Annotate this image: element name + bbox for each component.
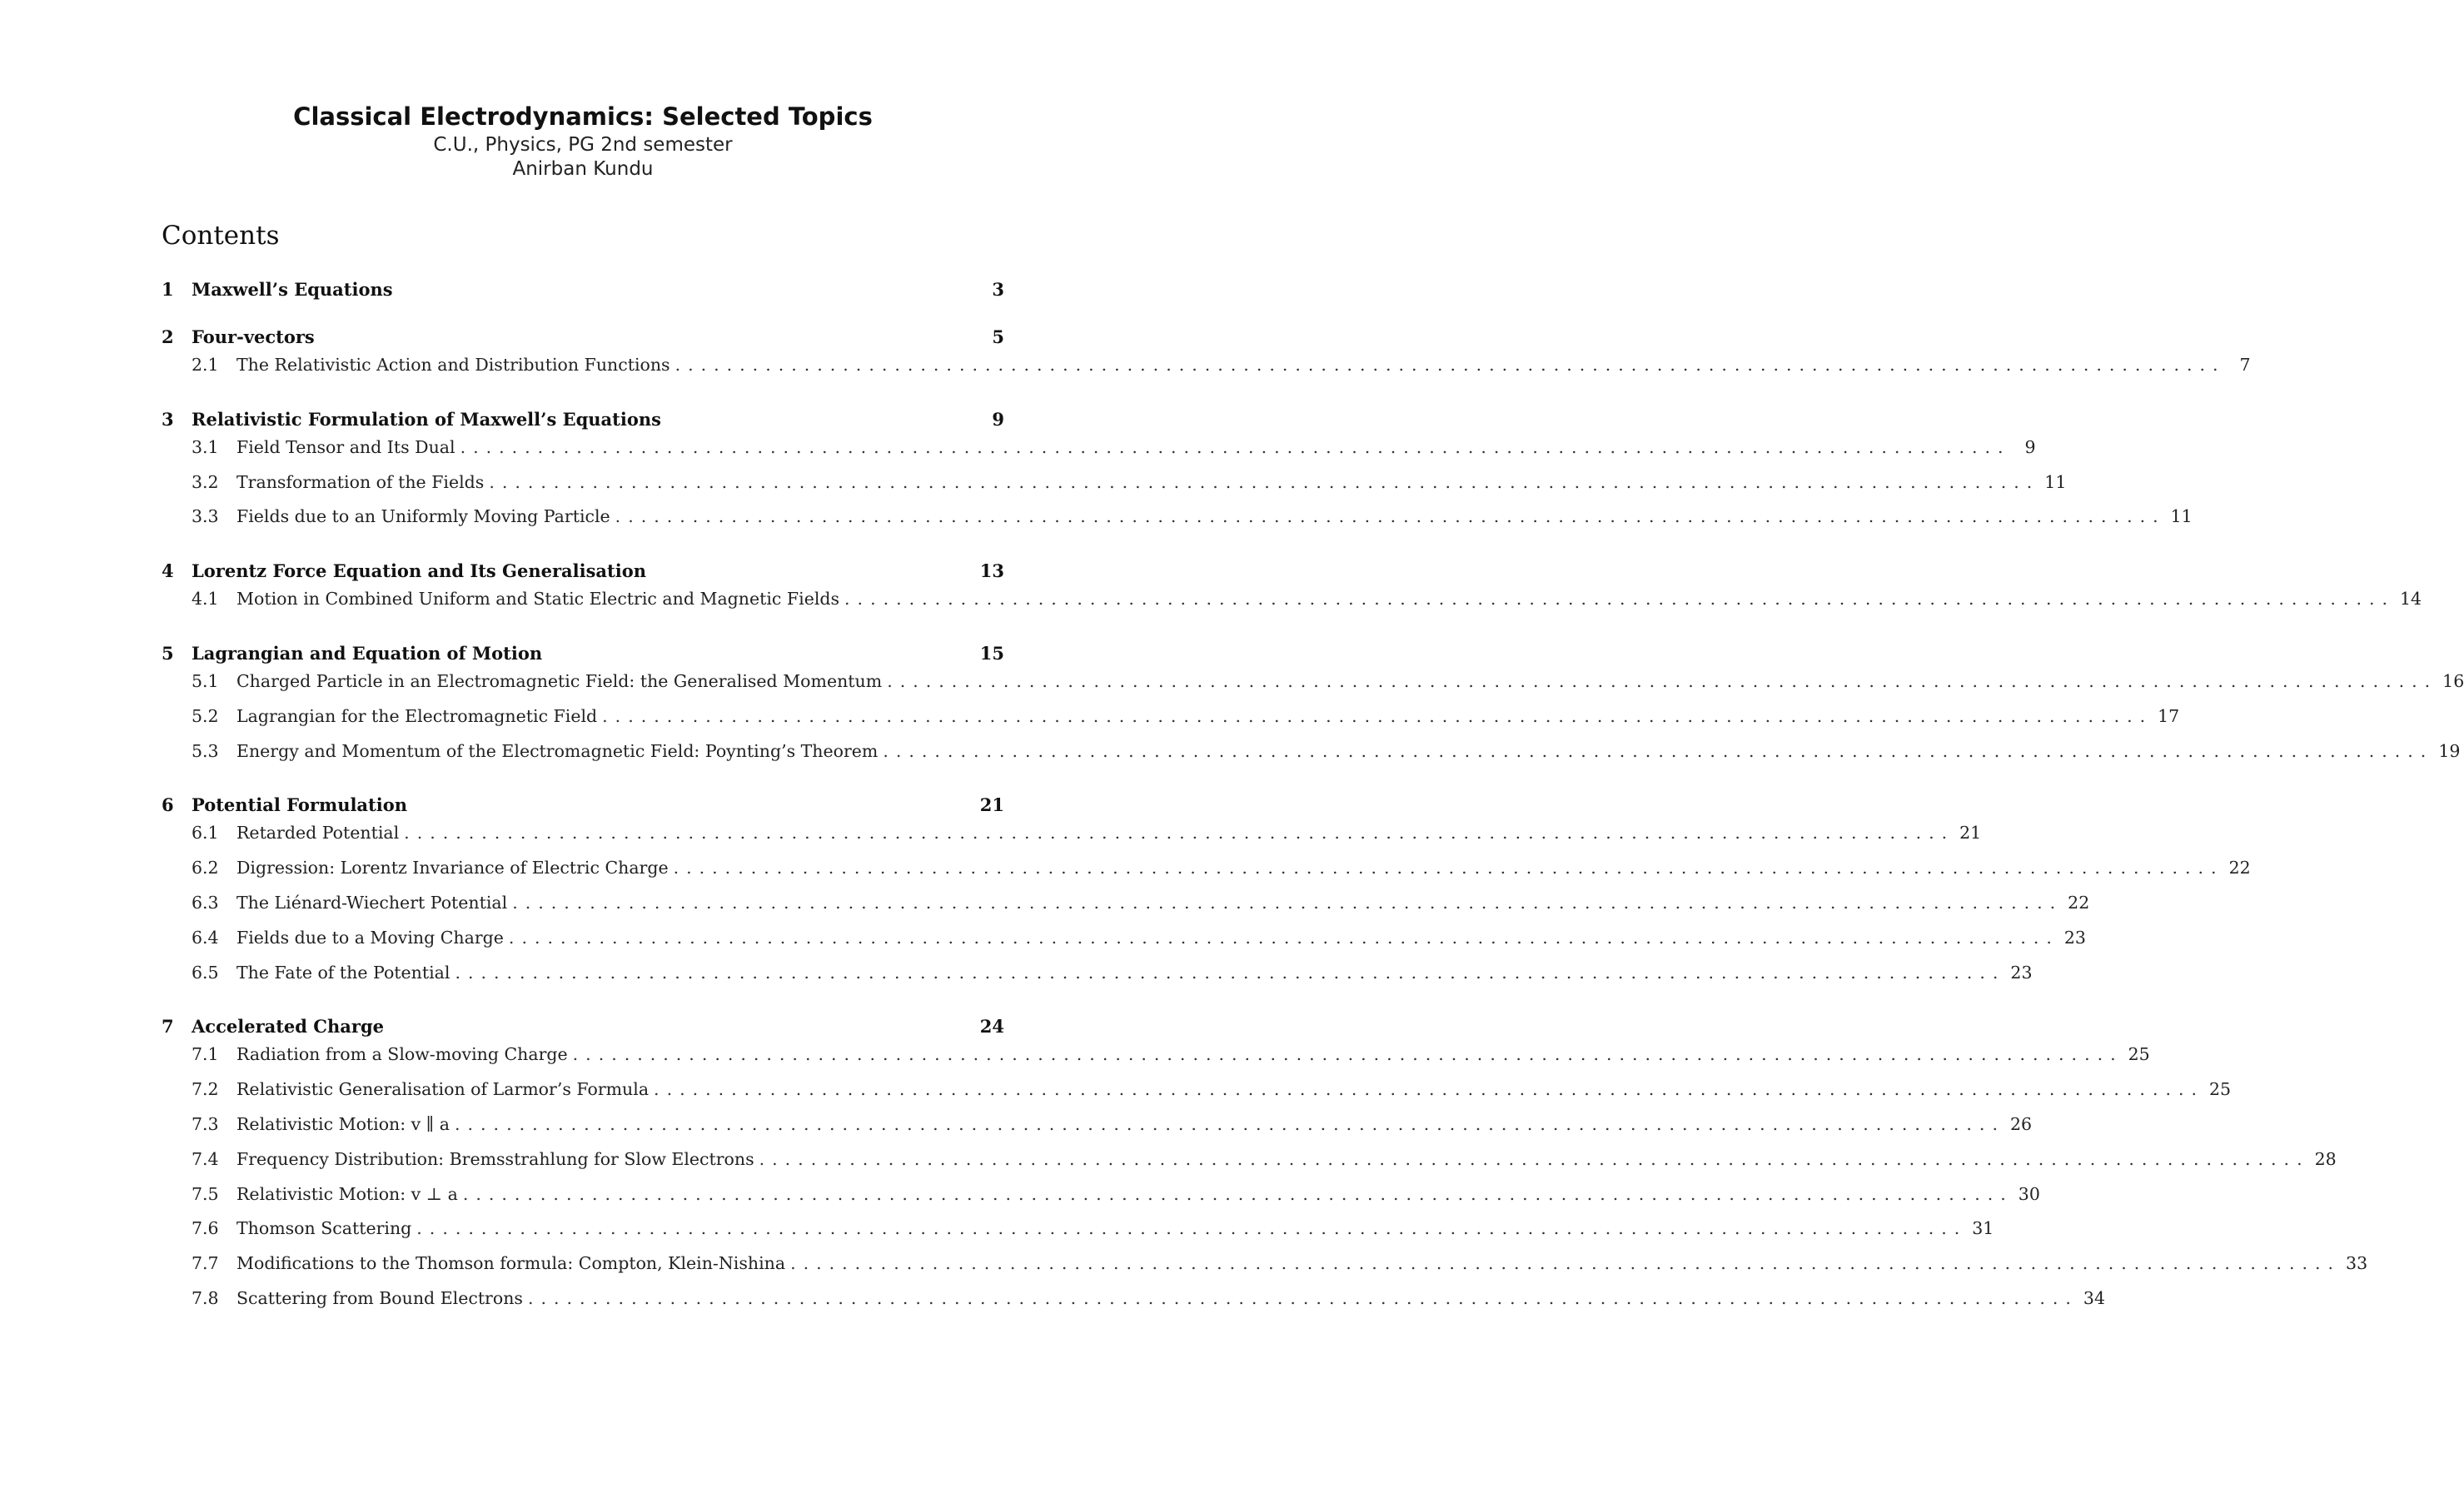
subsection-title: Retarded Potential: [236, 823, 400, 844]
toc-subsection-entry[interactable]: [162, 962, 2033, 998]
subsection-number: 7.1: [192, 1044, 219, 1065]
subsection-title: The Fate of the Potential: [236, 962, 450, 983]
section-title: Lagrangian and Equation of Motion: [192, 642, 543, 664]
subsection-page-number: 9: [2024, 436, 2036, 457]
section-title: Potential Formulation: [192, 794, 407, 816]
subsection-page-number: 17: [2158, 705, 2180, 726]
toc-section-entry[interactable]: [162, 794, 1004, 823]
toc-subsection-entry[interactable]: [162, 1113, 2033, 1149]
toc-subsection-entry[interactable]: [162, 823, 1982, 858]
contents-heading: Contents: [162, 221, 280, 251]
toc-section-entry[interactable]: [162, 279, 1004, 307]
section-number: 4: [162, 560, 174, 582]
section-title: Relativistic Formulation of Maxwell’s Equations: [192, 408, 661, 430]
toc-section: [162, 408, 2193, 541]
toc-section-entry[interactable]: [162, 643, 1004, 671]
toc-section-entry[interactable]: [162, 409, 1004, 437]
subsection-page-number: 21: [1959, 823, 1982, 844]
subsection-page-number: 11: [2170, 506, 2193, 527]
dot-leader: ........................................................................................................................: [462, 1183, 2014, 1204]
toc-subsection-entry[interactable]: [162, 927, 2086, 963]
subsection-title: Charged Particle in an Electromagnetic Field: the Generalised Momentum: [236, 670, 883, 691]
dot-leader: ........................................................................................................................: [759, 1148, 2310, 1169]
subsection-number: 5.2: [192, 705, 219, 726]
subsection-title: Fields due to a Moving Charge: [236, 927, 504, 948]
subsection-number: 7.6: [192, 1218, 219, 1239]
dot-leader: ........................................................................................................................: [455, 1113, 2005, 1134]
subsection-title: Frequency Distribution: Bremsstrahlung for Slow Electrons: [236, 1148, 754, 1169]
dot-leader: ........................................................................................................................: [489, 471, 2040, 492]
subsection-title: Lagrangian for the Electromagnetic Field: [236, 705, 598, 726]
toc-section: [162, 642, 2464, 775]
dot-leader: ........................................................................................................................: [512, 892, 2063, 913]
toc-subsection-entry[interactable]: [162, 1079, 2232, 1114]
section-number: 2: [162, 326, 174, 347]
dot-leader: ........................................................................................................................: [572, 1044, 2123, 1065]
toc-subsection-entry[interactable]: [162, 436, 2036, 472]
section-page-number: 5: [992, 326, 1004, 347]
subsection-title: Transformation of the Fields: [236, 471, 485, 492]
section-title: Accelerated Charge: [192, 1016, 384, 1038]
subsection-title: Modifications to the Thomson formula: Compton, Klein-Nishina: [236, 1253, 786, 1274]
subsection-number: 2.1: [192, 355, 219, 375]
toc-section: [162, 560, 2422, 624]
toc-subsection-entry[interactable]: [162, 740, 2461, 776]
subsection-number: 3.3: [192, 506, 219, 527]
toc-subsection-entry[interactable]: [162, 1253, 2368, 1288]
toc-subsection-entry[interactable]: [162, 1218, 1994, 1253]
subsection-page-number: 16: [2442, 670, 2464, 691]
subsection-title: Fields due to an Uniformly Moving Particle: [236, 506, 610, 527]
title-block: [0, 100, 1166, 182]
section-title: Four-vectors: [192, 326, 315, 347]
subsection-title: Digression: Lorentz Invariance of Electric Charge: [236, 858, 669, 878]
dot-leader: ........................................................................................................................: [404, 823, 1955, 844]
subsection-number: 3.2: [192, 471, 219, 492]
table-of-contents: [162, 279, 2464, 1342]
section-number: 7: [162, 1016, 174, 1038]
section-page-number: 13: [979, 560, 1004, 582]
dot-leader: ........................................................................................................................: [615, 506, 2166, 527]
toc-subsection-entry[interactable]: [162, 1148, 2337, 1184]
subsection-number: 7.7: [192, 1253, 219, 1274]
section-page-number: 9: [992, 408, 1004, 430]
subsection-number: 4.1: [192, 589, 219, 610]
toc-subsection-entry[interactable]: [162, 355, 2251, 390]
subsection-title: Energy and Momentum of the Electromagnetic Field: Poynting’s Theorem: [236, 740, 879, 761]
section-title: Maxwell’s Equations: [192, 279, 393, 300]
subsection-number: 6.5: [192, 962, 219, 983]
subsection-title: Motion in Combined Uniform and Static Electric and Magnetic Fields: [236, 589, 840, 610]
section-number: 5: [162, 642, 174, 664]
toc-section: [162, 326, 2251, 390]
subsection-title: Scattering from Bound Electrons: [236, 1287, 523, 1308]
subsection-page-number: 23: [2063, 927, 2086, 948]
toc-subsection-entry[interactable]: [162, 589, 2422, 624]
dot-leader: ........................................................................................................................: [527, 1287, 2078, 1308]
subsection-title: Field Tensor and Its Dual: [236, 436, 455, 457]
subsection-number: 5.1: [192, 670, 219, 691]
section-number: 3: [162, 408, 174, 430]
subsection-page-number: 25: [2209, 1079, 2232, 1100]
dot-leader: ........................................................................................................................: [416, 1218, 1968, 1239]
toc-subsection-entry[interactable]: [162, 1287, 2105, 1323]
subsection-title: The Liénard-Wiechert Potential: [236, 892, 508, 913]
dot-leader: ........................................................................................................................: [883, 740, 2434, 761]
subsection-page-number: 19: [2438, 740, 2461, 761]
subsection-number: 5.3: [192, 740, 219, 761]
subsection-number: 6.2: [192, 858, 219, 878]
section-page-number: 24: [979, 1016, 1004, 1038]
dot-leader: ........................................................................................................................: [674, 355, 2226, 375]
dot-leader: ........................................................................................................................: [790, 1253, 2342, 1274]
dot-leader: ........................................................................................................................: [844, 589, 2395, 610]
toc-subsection-entry[interactable]: [162, 858, 2251, 893]
toc-section-entry[interactable]: [162, 560, 1004, 589]
subsection-page-number: 22: [2068, 892, 2090, 913]
toc-section: [162, 794, 2251, 997]
subsection-title: Relativistic Motion: v ⊥ a: [236, 1183, 458, 1204]
section-number: 1: [162, 279, 174, 300]
subsection-number: 7.2: [192, 1079, 219, 1100]
subsection-page-number: 26: [2009, 1113, 2033, 1134]
subsection-page-number: 31: [1972, 1218, 1994, 1239]
dot-leader: ........................................................................................................................: [460, 436, 2011, 457]
toc-subsection-entry[interactable]: [162, 1183, 2040, 1219]
section-page-number: 21: [979, 794, 1004, 816]
subsection-page-number: 28: [2314, 1148, 2337, 1169]
subsection-number: 7.4: [192, 1148, 219, 1169]
toc-subsection-entry[interactable]: [162, 506, 2193, 541]
subsection-number: 7.3: [192, 1113, 219, 1134]
toc-section-entry[interactable]: [162, 326, 1004, 355]
subsection-title: The Relativistic Action and Distribution Functions: [236, 355, 670, 375]
subsection-page-number: 22: [2228, 858, 2251, 878]
subsection-page-number: 33: [2346, 1253, 2368, 1274]
toc-subsection-entry[interactable]: [162, 670, 2464, 706]
subsection-number: 6.3: [192, 892, 219, 913]
toc-section-entry[interactable]: [162, 1016, 1004, 1044]
document-title: Classical Electrodynamics: Selected Topics: [293, 102, 873, 131]
subsection-title: Thomson Scattering: [236, 1218, 412, 1239]
subsection-number: 3.1: [192, 436, 219, 457]
dot-leader: ........................................................................................................................: [602, 705, 2153, 726]
section-page-number: 3: [992, 279, 1004, 300]
subsection-page-number: 14: [2400, 589, 2422, 610]
toc-section: [162, 279, 1004, 307]
subsection-number: 6.1: [192, 823, 219, 844]
subsection-title: Relativistic Generalisation of Larmor’s Formula: [236, 1079, 650, 1100]
toc-subsection-entry[interactable]: [162, 471, 2067, 507]
section-title: Lorentz Force Equation and Its Generalisation: [192, 560, 646, 582]
subsection-page-number: 11: [2044, 471, 2067, 492]
subsection-number: 7.5: [192, 1183, 219, 1204]
dot-leader: ........................................................................................................................: [673, 858, 2224, 878]
subsection-page-number: 7: [2239, 355, 2251, 375]
toc-subsection-entry[interactable]: [162, 892, 2090, 928]
subsection-number: 7.8: [192, 1287, 219, 1308]
subsection-page-number: 30: [2018, 1183, 2040, 1204]
dot-leader: ........................................................................................................................: [508, 927, 2059, 948]
subsection-page-number: 34: [2083, 1287, 2105, 1308]
toc-subsection-entry[interactable]: [162, 705, 2180, 741]
author-line: Anirban Kundu: [512, 158, 654, 180]
section-number: 6: [162, 794, 174, 816]
dot-leader: ........................................................................................................................: [455, 962, 2006, 983]
subsection-page-number: 25: [2128, 1044, 2150, 1065]
toc-subsection-entry[interactable]: [162, 1044, 2150, 1079]
dot-leader: ........................................................................................................................: [654, 1079, 2205, 1100]
dot-leader: ........................................................................................................................: [887, 670, 2438, 691]
subsection-page-number: 23: [2010, 962, 2033, 983]
toc-section: [162, 1016, 2368, 1322]
subsection-title: Relativistic Motion: v ∥ a: [236, 1113, 450, 1134]
subsection-title: Radiation from a Slow-moving Charge: [236, 1044, 568, 1065]
section-page-number: 15: [979, 642, 1004, 664]
course-line: C.U., Physics, PG 2nd semester: [433, 134, 733, 156]
subsection-number: 6.4: [192, 927, 219, 948]
